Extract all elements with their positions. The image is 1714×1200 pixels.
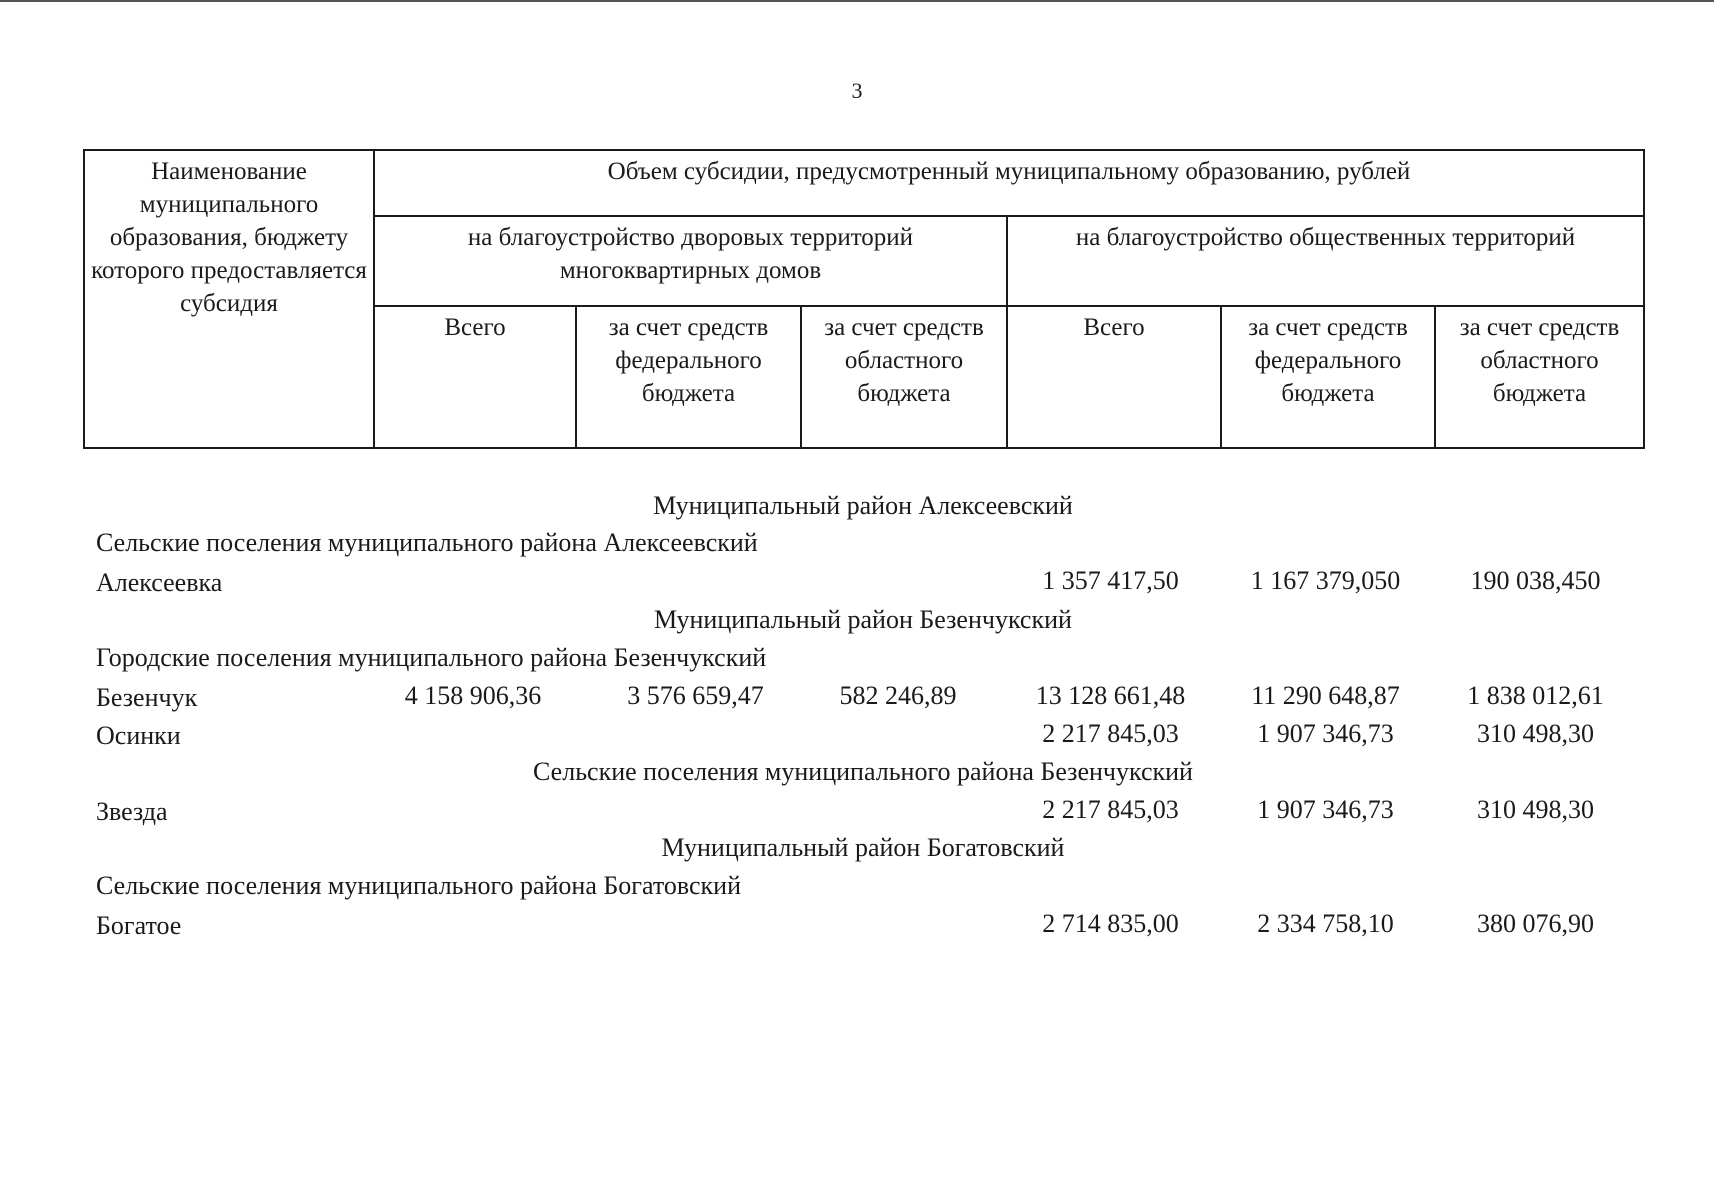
public-total-value: 2 217 845,03 [1042,719,1179,748]
header-public-territories: на благоустройство общественных территорий [1007,216,1644,306]
table-row [83,678,1643,714]
public-regional-value: 380 076,90 [1477,909,1594,938]
header-public-federal: за счет средств федерального бюджета [1221,306,1435,448]
district-heading: Муниципальный район Богатовский [661,833,1065,862]
page-top-edge [0,0,1714,2]
table-row [83,792,1643,828]
header-public-total: Всего [1007,306,1221,448]
settlement-group-heading: Сельские поселения муниципального района Богатовский [96,871,741,900]
yards-total-value: 4 158 906,36 [404,681,542,710]
public-total-value: 2 714 835,00 [1042,909,1179,938]
public-federal-value: 11 290 648,87 [1251,681,1400,710]
settlement-name: Безенчук [96,683,198,712]
public-regional-value: 310 498,30 [1477,719,1594,748]
district-heading: Муниципальный район Безенчукский [654,605,1072,634]
public-regional-value: 190 038,450 [1470,566,1601,595]
table-row [83,906,1643,942]
header-yards-federal: за счет средств федерального бюджета [576,306,801,448]
settlement-group-heading: Сельские поселения муниципального района Алексеевский [96,528,758,557]
header-name-column: Наименование муниципального образования, бюджету которого предоставляется субсидия [84,150,374,448]
district-heading: Муниципальный район Алексеевский [653,491,1073,520]
settlement-name: Алексеевка [96,568,223,597]
public-federal-value: 1 167 379,050 [1250,566,1401,595]
settlement-group-heading: Сельские поселения муниципального района Безенчукский [533,757,1193,786]
settlement-name: Осинки [96,721,181,750]
header-public-regional: за счет средств областного бюджета [1435,306,1644,448]
header-yards-regional: за счет средств областного бюджета [801,306,1007,448]
table-row [83,563,1643,599]
yards-regional-value: 582 246,89 [839,681,957,710]
settlement-group-heading: Городские поселения муниципального района Безенчукский [96,643,767,672]
public-regional-value: 310 498,30 [1477,795,1594,824]
yards-federal-value: 3 576 659,47 [627,681,764,710]
settlement-name: Звезда [96,797,168,826]
public-total-value: 13 128 661,48 [1035,681,1186,710]
header-yards-territories: на благоустройство дворовых территорий многоквартирных домов [374,216,1007,306]
public-federal-value: 1 907 346,73 [1257,719,1394,748]
page-number: 3 [851,78,863,103]
header-yards-total: Всего [374,306,576,448]
subsidy-header-table [83,149,1645,449]
public-regional-value: 1 838 012,61 [1467,681,1604,710]
public-federal-value: 1 907 346,73 [1257,795,1394,824]
header-subsidy-volume: Объем субсидии, предусмотренный муниципальному образованию, рублей [374,150,1644,216]
table-row [83,716,1643,752]
public-federal-value: 2 334 758,10 [1257,909,1394,938]
settlement-name: Богатое [96,911,182,940]
public-total-value: 2 217 845,03 [1042,795,1179,824]
public-total-value: 1 357 417,50 [1042,566,1179,595]
